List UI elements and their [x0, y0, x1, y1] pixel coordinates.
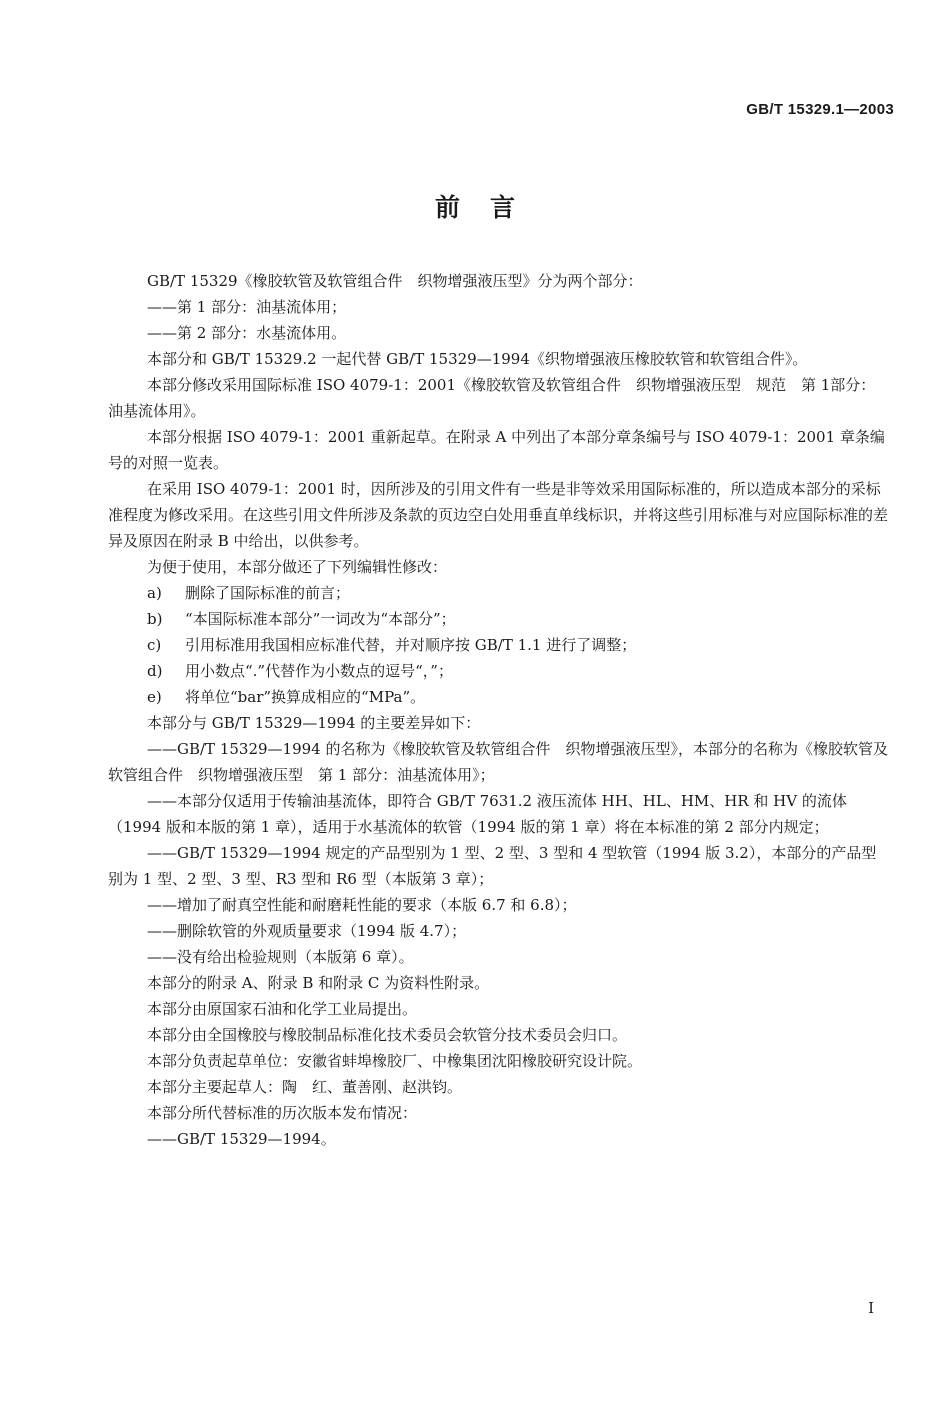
diff-item: ——GB/T 15329—1994 规定的产品型别为 1 型、2 型、3 型和 4 型软管（1994 版 3.2），本部分的产品型别为 1 型、2 型、3 型、R3 型和 R6 型（本版第 3 章）； — [108, 844, 877, 888]
diff-item: ——GB/T 15329—1994 的名称为《橡胶软管及软管组合件 织物增强液压型》，本部分的名称为《橡胶软管及软管组合件 织物增强液压型 第 1 部分：油基流体用》； — [108, 740, 888, 784]
diff-item: ——删除软管的外观质量要求（1994 版 4.7）； — [147, 922, 467, 940]
list-item-label: e) — [147, 688, 162, 706]
list-item — [108, 606, 888, 632]
paragraph: 本部分负责起草单位：安徽省蚌埠橡胶厂、中橡集团沈阳橡胶研究设计院。 — [147, 1052, 643, 1070]
paragraph: ——GB/T 15329—1994。 — [147, 1130, 336, 1148]
page-number: I — [868, 1299, 874, 1317]
paragraph: 本部分所代替标准的历次版本发布情况： — [147, 1104, 418, 1122]
list-item-text: “本国际标准本部分”一词改为“本部分”； — [185, 610, 456, 628]
list-item — [108, 658, 888, 684]
paragraph: ——第 1 部分：油基流体用； — [147, 298, 347, 316]
list-item — [108, 580, 888, 606]
paragraph: 在采用 ISO 4079-1：2001 时，因所涉及的引用文件有一些是非等效采用国际标准的，所以造成本部分的采标准程度为修改采用。在这些引用文件所涉及条款的页边空白处用垂直单线标识，并将这些引用标准与对应国际标准的差异及原因在附录 B 中给出，以供参考。 — [108, 480, 889, 550]
list-item-label: b) — [147, 610, 163, 628]
paragraph: 本部分主要起草人：陶 红、董善刚、赵洪钧。 — [147, 1078, 463, 1096]
paragraph: 本部分和 GB/T 15329.2 一起代替 GB/T 15329—1994《织物增强液压橡胶软管和软管组合件》。 — [147, 350, 808, 368]
list-item — [108, 632, 888, 658]
diff-item: ——增加了耐真空性能和耐磨耗性能的要求（本版 6.7 和 6.8）； — [147, 896, 577, 914]
paragraph: 本部分修改采用国际标准 ISO 4079-1：2001《橡胶软管及软管组合件 织物增强液压型 规范 第 1部分：油基流体用》。 — [108, 376, 876, 420]
paragraph: 本部分的附录 A、附录 B 和附录 C 为资料性附录。 — [147, 974, 490, 992]
list-item-text: 删除了国际标准的前言； — [185, 584, 351, 602]
foreword-body — [108, 268, 888, 1152]
paragraph: ——第 2 部分：水基流体用。 — [147, 324, 347, 342]
diff-item: ——本部分仅适用于传输油基流体，即符合 GB/T 7631.2 液压流体 HH、HL、HM、HR 和 HV 的流体（1994 版和本版的第 1 章），适用于水基流体的软管（1994 版的第 1 章）将在本标准的第 2 部分内规定； — [108, 792, 847, 836]
list-item-label: a) — [147, 584, 162, 602]
list-item-label: d) — [147, 662, 163, 680]
paragraph: 本部分由原国家石油和化学工业局提出。 — [147, 1000, 418, 1018]
paragraph: 本部分与 GB/T 15329—1994 的主要差异如下： — [147, 714, 481, 732]
standard-code: GB/T 15329.1—2003 — [746, 101, 894, 118]
paragraph: 本部分由全国橡胶与橡胶制品标准化技术委员会软管分技术委员会归口。 — [147, 1026, 628, 1044]
list-item-label: c) — [147, 636, 162, 654]
diff-item: ——没有给出检验规则（本版第 6 章）。 — [147, 948, 414, 966]
paragraph: 为便于使用，本部分做还了下列编辑性修改： — [147, 558, 448, 576]
list-item-text: 将单位“bar”换算成相应的“MPa”。 — [185, 688, 426, 706]
paragraph: 本部分根据 ISO 4079-1：2001 重新起草。在附录 A 中列出了本部分章条编号与 ISO 4079-1：2001 章条编号的对照一览表。 — [108, 428, 885, 472]
paragraph: GB/T 15329《橡胶软管及软管组合件 织物增强液压型》分为两个部分： — [147, 272, 643, 290]
list-item-text: 用小数点“.”代替作为小数点的逗号“，”； — [185, 662, 453, 680]
list-item-text: 引用标准用我国相应标准代替，并对顺序按 GB/T 1.1 进行了调整； — [185, 636, 637, 654]
page-title: 前言 — [434, 193, 545, 222]
list-item — [108, 684, 888, 710]
